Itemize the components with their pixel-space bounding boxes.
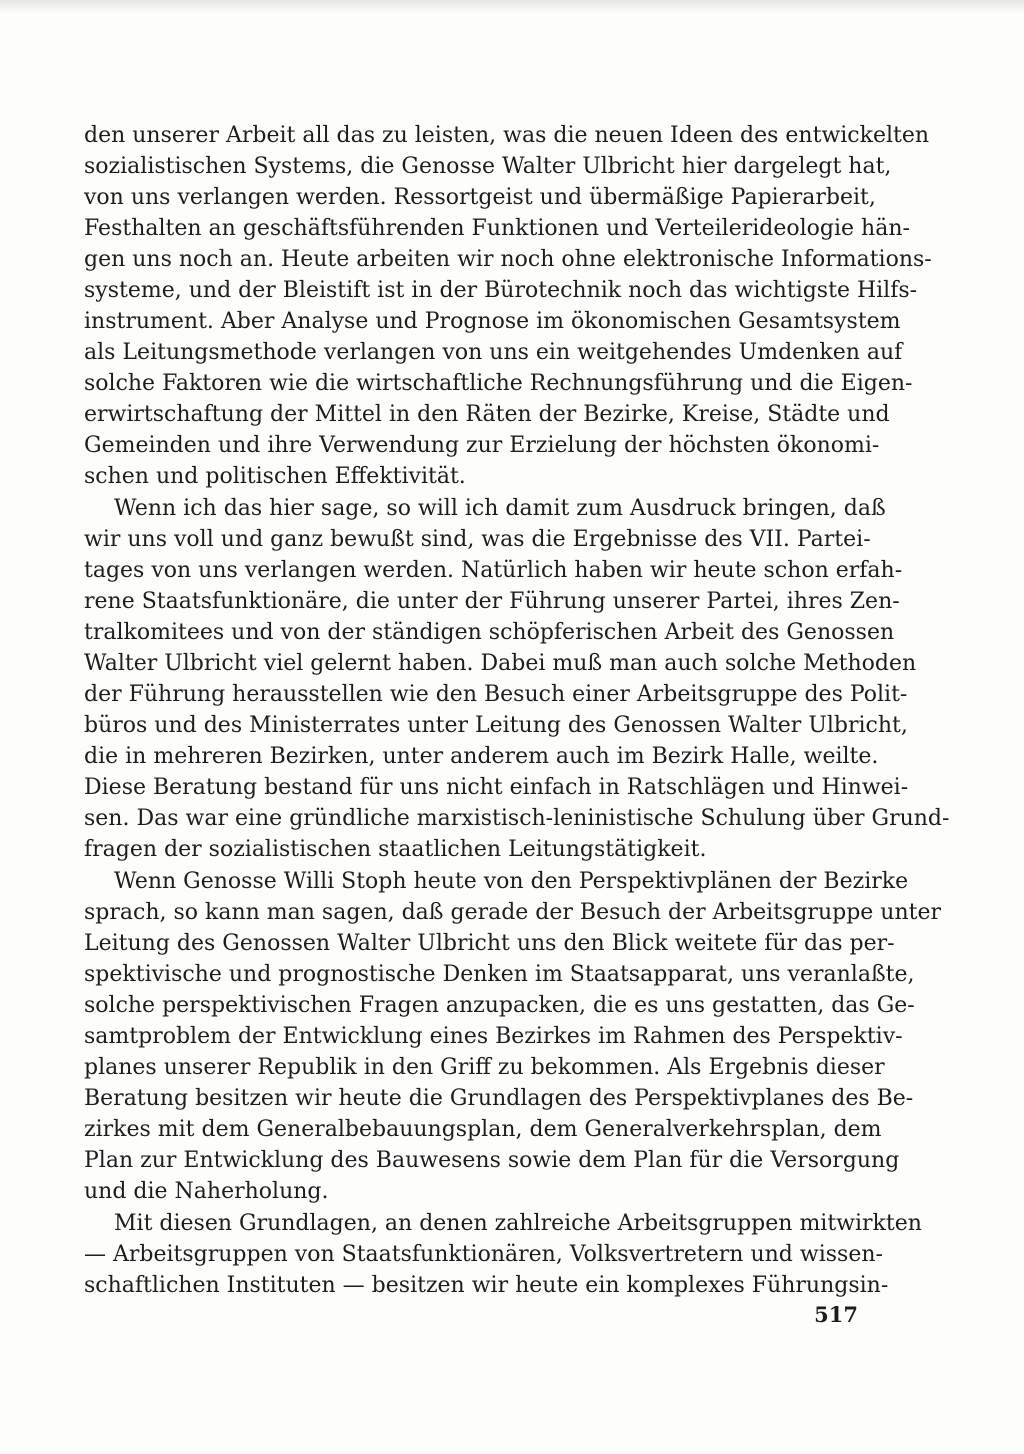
text-line: solche Faktoren wie die wirtschaftliche Rechnungsführung und die Eigen- — [84, 371, 913, 396]
text-line: sozialistischen Systems, die Genosse Walter Ulbricht hier dargelegt hat, — [84, 154, 892, 179]
text-line: büros und des Ministerrates unter Leitung des Genossen Walter Ulbricht, — [84, 713, 908, 738]
text-line: systeme, und der Bleistift ist in der Bürotechnik noch das wichtigste Hilfs- — [84, 278, 918, 303]
text-line: Gemeinden und ihre Verwendung zur Erzielung der höchsten ökonomi- — [84, 433, 880, 458]
text-line: rene Staatsfunktionäre, die unter der Führung unserer Partei, ihres Zen- — [84, 589, 900, 614]
text-line: wir uns voll und ganz bewußt sind, was die Ergebnisse des VII. Partei- — [84, 527, 871, 552]
paragraph-4 — [84, 1208, 922, 1301]
text-line: Walter Ulbricht viel gelernt haben. Dabei muß man auch solche Methoden — [84, 651, 917, 676]
text-line: schaftlichen Instituten — besitzen wir heute ein komplexes Führungsin- — [84, 1273, 889, 1298]
text-line: gen uns noch an. Heute arbeiten wir noch ohne elektronische Informations- — [84, 247, 932, 272]
text-line: Wenn ich das hier sage, so will ich damit zum Ausdruck bringen, daß — [114, 496, 886, 521]
text-line: Beratung besitzen wir heute die Grundlagen des Perspektivplanes des Be- — [84, 1086, 914, 1111]
text-line: sen. Das war eine gründliche marxistisch-leninistische Schulung über Grund- — [84, 806, 950, 831]
text-line: erwirtschaftung der Mittel in den Räten der Bezirke, Kreise, Städte und — [84, 402, 890, 427]
text-line: Plan zur Entwicklung des Bauwesens sowie dem Plan für die Versorgung — [84, 1148, 900, 1173]
text-line: solche perspektivischen Fragen anzupacken, die es uns gestatten, das Ge- — [84, 993, 915, 1018]
text-line: zirkes mit dem Generalbebauungsplan, dem Generalverkehrsplan, dem — [84, 1117, 882, 1142]
text-line: Diese Beratung bestand für uns nicht einfach in Ratschlägen und Hinwei- — [84, 775, 909, 800]
text-line: tages von uns verlangen werden. Natürlich haben wir heute schon erfah- — [84, 558, 903, 583]
text-line: Mit diesen Grundlagen, an denen zahlreiche Arbeitsgruppen mitwirkten — [114, 1211, 922, 1236]
text-line: die in mehreren Bezirken, unter anderem auch im Bezirk Halle, weilte. — [84, 744, 879, 769]
text-line: samtproblem der Entwicklung eines Bezirkes im Rahmen des Perspektiv- — [84, 1024, 903, 1049]
paragraph-2 — [84, 493, 950, 865]
text-line: spektivische und prognostische Denken im Staatsapparat, uns veranlaßte, — [84, 962, 915, 987]
text-line: — Arbeitsgruppen von Staatsfunktionären, Volksvertretern und wissen- — [84, 1242, 883, 1267]
text-line: der Führung herausstellen wie den Besuch einer Arbeitsgruppe des Polit- — [84, 682, 908, 707]
text-line: fragen der sozialistischen staatlichen Leitungstätigkeit. — [84, 837, 707, 862]
text-line: schen und politischen Effektivität. — [84, 464, 466, 489]
body-text — [84, 120, 950, 1301]
scan-edge-shading — [0, 0, 1024, 14]
page-number: 517 — [814, 1302, 858, 1327]
paragraph-3 — [84, 866, 942, 1207]
paragraph-1 — [84, 120, 932, 492]
text-line: tralkomitees und von der ständigen schöpferischen Arbeit des Genossen — [84, 620, 895, 645]
text-line: Leitung des Genossen Walter Ulbricht uns den Blick weitete für das per- — [84, 931, 895, 956]
text-line: Wenn Genosse Willi Stoph heute von den Perspektivplänen der Bezirke — [114, 869, 909, 894]
text-line: und die Naherholung. — [84, 1179, 329, 1204]
text-line: den unserer Arbeit all das zu leisten, was die neuen Ideen des entwickelten — [84, 123, 930, 148]
text-line: instrument. Aber Analyse und Prognose im ökonomischen Gesamtsystem — [84, 309, 901, 334]
text-line: als Leitungsmethode verlangen von uns ein weitgehendes Umdenken auf — [84, 340, 903, 365]
text-line: planes unserer Republik in den Griff zu bekommen. Als Ergebnis dieser — [84, 1055, 885, 1080]
text-line: von uns verlangen werden. Ressortgeist und übermäßige Papierarbeit, — [84, 185, 876, 210]
text-line: Festhalten an geschäftsführenden Funktionen und Verteilerideologie hän- — [84, 216, 910, 241]
text-line: sprach, so kann man sagen, daß gerade der Besuch der Arbeitsgruppe unter — [84, 900, 942, 925]
